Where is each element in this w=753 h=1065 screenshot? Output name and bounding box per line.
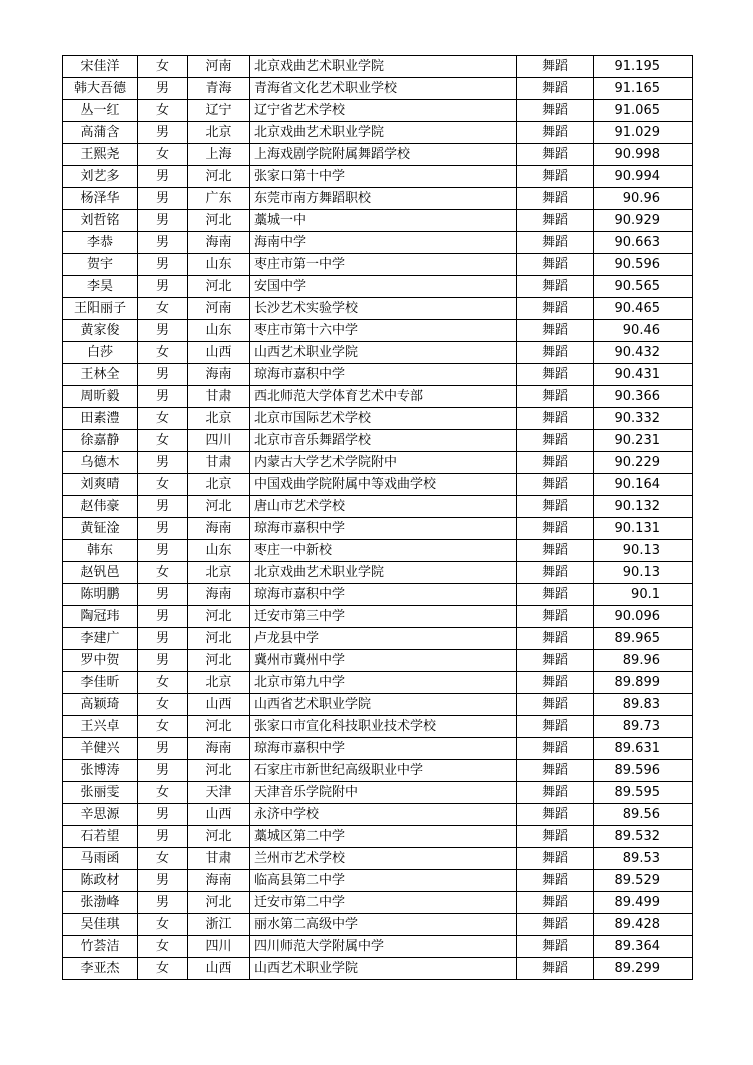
gender-cell: 男 [138, 78, 188, 100]
student-name-cell: 石若望 [63, 826, 138, 848]
school-name-cell: 迁安市第三中学 [250, 606, 517, 628]
school-name-cell: 兰州市艺术学校 [250, 848, 517, 870]
score-cell: 90.13 [594, 540, 693, 562]
score-cell: 90.465 [594, 298, 693, 320]
school-name-cell: 琼海市嘉积中学 [250, 738, 517, 760]
table-row [63, 342, 693, 364]
province-cell: 海南 [188, 518, 250, 540]
province-cell: 山西 [188, 958, 250, 980]
school-name-cell: 海南中学 [250, 232, 517, 254]
province-cell: 山西 [188, 804, 250, 826]
province-cell: 北京 [188, 408, 250, 430]
school-name-cell: 北京戏曲艺术职业学院 [250, 562, 517, 584]
table-row [63, 892, 693, 914]
table-row [63, 584, 693, 606]
school-name-cell: 藁城区第二中学 [250, 826, 517, 848]
student-name-cell: 韩大吾德 [63, 78, 138, 100]
score-cell: 90.096 [594, 606, 693, 628]
school-name-cell: 永济中学校 [250, 804, 517, 826]
student-name-cell: 黄家俊 [63, 320, 138, 342]
student-name-cell: 王兴卓 [63, 716, 138, 738]
gender-cell: 男 [138, 826, 188, 848]
score-cell: 89.596 [594, 760, 693, 782]
score-cell: 90.432 [594, 342, 693, 364]
province-cell: 广东 [188, 188, 250, 210]
province-cell: 河北 [188, 892, 250, 914]
score-cell: 90.663 [594, 232, 693, 254]
table-row [63, 650, 693, 672]
student-name-cell: 张丽雯 [63, 782, 138, 804]
major-cell: 舞蹈 [517, 892, 594, 914]
student-name-cell: 辛思源 [63, 804, 138, 826]
province-cell: 四川 [188, 430, 250, 452]
province-cell: 河北 [188, 650, 250, 672]
major-cell: 舞蹈 [517, 408, 594, 430]
school-name-cell: 藁城一中 [250, 210, 517, 232]
student-name-cell: 李建广 [63, 628, 138, 650]
province-cell: 上海 [188, 144, 250, 166]
table-row [63, 364, 693, 386]
major-cell: 舞蹈 [517, 518, 594, 540]
student-name-cell: 陈明鹏 [63, 584, 138, 606]
student-name-cell: 刘哲铭 [63, 210, 138, 232]
student-name-cell: 王林全 [63, 364, 138, 386]
student-name-cell: 李昊 [63, 276, 138, 298]
school-name-cell: 卢龙县中学 [250, 628, 517, 650]
score-cell: 90.132 [594, 496, 693, 518]
province-cell: 山东 [188, 540, 250, 562]
school-name-cell: 北京戏曲艺术职业学院 [250, 122, 517, 144]
major-cell: 舞蹈 [517, 760, 594, 782]
score-cell: 89.631 [594, 738, 693, 760]
student-name-cell: 田素澧 [63, 408, 138, 430]
score-cell: 89.96 [594, 650, 693, 672]
gender-cell: 女 [138, 100, 188, 122]
score-cell: 90.1 [594, 584, 693, 606]
province-cell: 海南 [188, 364, 250, 386]
student-name-cell: 韩东 [63, 540, 138, 562]
province-cell: 北京 [188, 672, 250, 694]
major-cell: 舞蹈 [517, 496, 594, 518]
province-cell: 海南 [188, 870, 250, 892]
score-cell: 89.299 [594, 958, 693, 980]
gender-cell: 男 [138, 628, 188, 650]
school-name-cell: 迁安市第二中学 [250, 892, 517, 914]
school-name-cell: 临高县第二中学 [250, 870, 517, 892]
table-row [63, 958, 693, 980]
gender-cell: 女 [138, 562, 188, 584]
student-name-cell: 王熙尧 [63, 144, 138, 166]
table-row [63, 496, 693, 518]
major-cell: 舞蹈 [517, 650, 594, 672]
school-name-cell: 唐山市艺术学校 [250, 496, 517, 518]
major-cell: 舞蹈 [517, 826, 594, 848]
school-name-cell: 琼海市嘉积中学 [250, 364, 517, 386]
gender-cell: 男 [138, 232, 188, 254]
gender-cell: 女 [138, 936, 188, 958]
major-cell: 舞蹈 [517, 166, 594, 188]
school-name-cell: 枣庄市第十六中学 [250, 320, 517, 342]
student-name-cell: 黄钲淦 [63, 518, 138, 540]
table-row [63, 56, 693, 78]
major-cell: 舞蹈 [517, 584, 594, 606]
student-name-cell: 丛一红 [63, 100, 138, 122]
major-cell: 舞蹈 [517, 276, 594, 298]
school-name-cell: 西北师范大学体育艺术中专部 [250, 386, 517, 408]
score-cell: 89.73 [594, 716, 693, 738]
major-cell: 舞蹈 [517, 782, 594, 804]
gender-cell: 女 [138, 298, 188, 320]
school-name-cell: 四川师范大学附属中学 [250, 936, 517, 958]
major-cell: 舞蹈 [517, 628, 594, 650]
gender-cell: 男 [138, 892, 188, 914]
score-cell: 90.229 [594, 452, 693, 474]
school-name-cell: 山西艺术职业学院 [250, 958, 517, 980]
score-cell: 90.131 [594, 518, 693, 540]
score-cell: 90.231 [594, 430, 693, 452]
province-cell: 青海 [188, 78, 250, 100]
major-cell: 舞蹈 [517, 936, 594, 958]
gender-cell: 女 [138, 914, 188, 936]
student-name-cell: 贺宇 [63, 254, 138, 276]
province-cell: 山东 [188, 254, 250, 276]
major-cell: 舞蹈 [517, 78, 594, 100]
major-cell: 舞蹈 [517, 100, 594, 122]
student-name-cell: 羊健兴 [63, 738, 138, 760]
score-cell: 91.195 [594, 56, 693, 78]
student-name-cell: 李佳昕 [63, 672, 138, 694]
student-name-cell: 张渤峰 [63, 892, 138, 914]
gender-cell: 男 [138, 870, 188, 892]
major-cell: 舞蹈 [517, 738, 594, 760]
gender-cell: 女 [138, 430, 188, 452]
gender-cell: 男 [138, 122, 188, 144]
province-cell: 四川 [188, 936, 250, 958]
major-cell: 舞蹈 [517, 364, 594, 386]
score-cell: 89.595 [594, 782, 693, 804]
table-row [63, 782, 693, 804]
school-name-cell: 北京戏曲艺术职业学院 [250, 56, 517, 78]
province-cell: 山东 [188, 320, 250, 342]
student-name-cell: 徐嘉静 [63, 430, 138, 452]
score-cell: 90.994 [594, 166, 693, 188]
score-cell: 89.428 [594, 914, 693, 936]
province-cell: 甘肃 [188, 452, 250, 474]
school-name-cell: 冀州市冀州中学 [250, 650, 517, 672]
table-row [63, 848, 693, 870]
score-cell: 90.46 [594, 320, 693, 342]
table-row [63, 606, 693, 628]
school-name-cell: 长沙艺术实验学校 [250, 298, 517, 320]
school-name-cell: 北京市国际艺术学校 [250, 408, 517, 430]
student-name-cell: 杨泽华 [63, 188, 138, 210]
gender-cell: 女 [138, 672, 188, 694]
student-name-cell: 王阳丽子 [63, 298, 138, 320]
student-name-cell: 周昕毅 [63, 386, 138, 408]
score-cell: 90.13 [594, 562, 693, 584]
gender-cell: 女 [138, 342, 188, 364]
student-name-cell: 刘爽晴 [63, 474, 138, 496]
gender-cell: 女 [138, 848, 188, 870]
major-cell: 舞蹈 [517, 540, 594, 562]
score-cell: 89.529 [594, 870, 693, 892]
score-cell: 90.164 [594, 474, 693, 496]
gender-cell: 男 [138, 650, 188, 672]
table-row [63, 452, 693, 474]
results-table [62, 55, 693, 980]
results-table-body [63, 56, 693, 980]
major-cell: 舞蹈 [517, 56, 594, 78]
gender-cell: 男 [138, 496, 188, 518]
province-cell: 山西 [188, 342, 250, 364]
student-name-cell: 张博涛 [63, 760, 138, 782]
score-cell: 90.596 [594, 254, 693, 276]
score-cell: 89.532 [594, 826, 693, 848]
score-cell: 90.431 [594, 364, 693, 386]
table-row [63, 408, 693, 430]
gender-cell: 女 [138, 144, 188, 166]
gender-cell: 女 [138, 716, 188, 738]
major-cell: 舞蹈 [517, 188, 594, 210]
major-cell: 舞蹈 [517, 320, 594, 342]
table-row [63, 760, 693, 782]
student-name-cell: 吴佳琪 [63, 914, 138, 936]
province-cell: 天津 [188, 782, 250, 804]
student-name-cell: 赵伟豪 [63, 496, 138, 518]
province-cell: 辽宁 [188, 100, 250, 122]
score-cell: 90.565 [594, 276, 693, 298]
student-name-cell: 赵钒邑 [63, 562, 138, 584]
gender-cell: 男 [138, 386, 188, 408]
province-cell: 河北 [188, 606, 250, 628]
province-cell: 河南 [188, 56, 250, 78]
table-row [63, 738, 693, 760]
gender-cell: 女 [138, 408, 188, 430]
school-name-cell: 张家口市宣化科技职业技术学校 [250, 716, 517, 738]
score-cell: 90.366 [594, 386, 693, 408]
gender-cell: 男 [138, 540, 188, 562]
table-row [63, 188, 693, 210]
table-row [63, 518, 693, 540]
province-cell: 河北 [188, 628, 250, 650]
score-cell: 90.96 [594, 188, 693, 210]
score-cell: 89.83 [594, 694, 693, 716]
gender-cell: 女 [138, 958, 188, 980]
score-cell: 89.499 [594, 892, 693, 914]
score-cell: 89.965 [594, 628, 693, 650]
student-name-cell: 高蒲含 [63, 122, 138, 144]
student-name-cell: 乌德木 [63, 452, 138, 474]
province-cell: 河北 [188, 826, 250, 848]
table-row [63, 232, 693, 254]
table-row [63, 914, 693, 936]
school-name-cell: 内蒙古大学艺术学院附中 [250, 452, 517, 474]
province-cell: 河北 [188, 716, 250, 738]
major-cell: 舞蹈 [517, 672, 594, 694]
table-row [63, 474, 693, 496]
gender-cell: 男 [138, 738, 188, 760]
gender-cell: 男 [138, 606, 188, 628]
table-row [63, 122, 693, 144]
table-row [63, 210, 693, 232]
table-row [63, 166, 693, 188]
province-cell: 河北 [188, 496, 250, 518]
table-row [63, 320, 693, 342]
student-name-cell: 罗中贺 [63, 650, 138, 672]
score-cell: 89.53 [594, 848, 693, 870]
major-cell: 舞蹈 [517, 342, 594, 364]
school-name-cell: 山西省艺术职业学院 [250, 694, 517, 716]
school-name-cell: 青海省文化艺术职业学校 [250, 78, 517, 100]
table-row [63, 870, 693, 892]
gender-cell: 男 [138, 584, 188, 606]
school-name-cell: 中国戏曲学院附属中等戏曲学校 [250, 474, 517, 496]
school-name-cell: 丽水第二高级中学 [250, 914, 517, 936]
school-name-cell: 琼海市嘉积中学 [250, 518, 517, 540]
major-cell: 舞蹈 [517, 386, 594, 408]
gender-cell: 男 [138, 254, 188, 276]
school-name-cell: 北京市音乐舞蹈学校 [250, 430, 517, 452]
school-name-cell: 安国中学 [250, 276, 517, 298]
major-cell: 舞蹈 [517, 254, 594, 276]
gender-cell: 男 [138, 166, 188, 188]
gender-cell: 女 [138, 474, 188, 496]
table-row [63, 298, 693, 320]
school-name-cell: 枣庄市第一中学 [250, 254, 517, 276]
gender-cell: 男 [138, 364, 188, 386]
table-row [63, 386, 693, 408]
province-cell: 海南 [188, 738, 250, 760]
school-name-cell: 东莞市南方舞蹈职校 [250, 188, 517, 210]
gender-cell: 女 [138, 56, 188, 78]
major-cell: 舞蹈 [517, 562, 594, 584]
school-name-cell: 北京市第九中学 [250, 672, 517, 694]
province-cell: 甘肃 [188, 848, 250, 870]
province-cell: 北京 [188, 122, 250, 144]
table-row [63, 144, 693, 166]
score-cell: 91.065 [594, 100, 693, 122]
major-cell: 舞蹈 [517, 474, 594, 496]
score-cell: 89.899 [594, 672, 693, 694]
major-cell: 舞蹈 [517, 606, 594, 628]
gender-cell: 女 [138, 782, 188, 804]
gender-cell: 男 [138, 276, 188, 298]
school-name-cell: 山西艺术职业学院 [250, 342, 517, 364]
province-cell: 海南 [188, 232, 250, 254]
student-name-cell: 竹荟洁 [63, 936, 138, 958]
school-name-cell: 琼海市嘉积中学 [250, 584, 517, 606]
gender-cell: 男 [138, 804, 188, 826]
student-name-cell: 宋佳洋 [63, 56, 138, 78]
province-cell: 甘肃 [188, 386, 250, 408]
student-name-cell: 马雨函 [63, 848, 138, 870]
gender-cell: 男 [138, 452, 188, 474]
school-name-cell: 枣庄一中新校 [250, 540, 517, 562]
table-row [63, 276, 693, 298]
school-name-cell: 上海戏剧学院附属舞蹈学校 [250, 144, 517, 166]
major-cell: 舞蹈 [517, 694, 594, 716]
score-cell: 89.364 [594, 936, 693, 958]
gender-cell: 男 [138, 518, 188, 540]
major-cell: 舞蹈 [517, 298, 594, 320]
major-cell: 舞蹈 [517, 848, 594, 870]
major-cell: 舞蹈 [517, 122, 594, 144]
province-cell: 河北 [188, 760, 250, 782]
gender-cell: 女 [138, 694, 188, 716]
student-name-cell: 刘艺多 [63, 166, 138, 188]
major-cell: 舞蹈 [517, 430, 594, 452]
student-name-cell: 高颖琦 [63, 694, 138, 716]
student-name-cell: 李亚杰 [63, 958, 138, 980]
major-cell: 舞蹈 [517, 870, 594, 892]
school-name-cell: 石家庄市新世纪高级职业中学 [250, 760, 517, 782]
school-name-cell: 张家口第十中学 [250, 166, 517, 188]
school-name-cell: 天津音乐学院附中 [250, 782, 517, 804]
province-cell: 山西 [188, 694, 250, 716]
province-cell: 海南 [188, 584, 250, 606]
major-cell: 舞蹈 [517, 144, 594, 166]
table-row [63, 694, 693, 716]
major-cell: 舞蹈 [517, 958, 594, 980]
table-row [63, 78, 693, 100]
table-row [63, 804, 693, 826]
gender-cell: 男 [138, 210, 188, 232]
table-row [63, 540, 693, 562]
major-cell: 舞蹈 [517, 804, 594, 826]
table-row [63, 936, 693, 958]
table-row [63, 628, 693, 650]
province-cell: 北京 [188, 474, 250, 496]
major-cell: 舞蹈 [517, 452, 594, 474]
student-name-cell: 陶冠玮 [63, 606, 138, 628]
score-cell: 89.56 [594, 804, 693, 826]
table-row [63, 100, 693, 122]
score-cell: 90.998 [594, 144, 693, 166]
gender-cell: 男 [138, 760, 188, 782]
table-row [63, 826, 693, 848]
major-cell: 舞蹈 [517, 716, 594, 738]
school-name-cell: 辽宁省艺术学校 [250, 100, 517, 122]
province-cell: 河南 [188, 298, 250, 320]
score-cell: 91.165 [594, 78, 693, 100]
gender-cell: 男 [138, 188, 188, 210]
table-row [63, 430, 693, 452]
table-row [63, 716, 693, 738]
major-cell: 舞蹈 [517, 914, 594, 936]
score-cell: 91.029 [594, 122, 693, 144]
gender-cell: 男 [138, 320, 188, 342]
score-cell: 90.929 [594, 210, 693, 232]
province-cell: 北京 [188, 562, 250, 584]
table-row [63, 672, 693, 694]
student-name-cell: 陈政材 [63, 870, 138, 892]
score-cell: 90.332 [594, 408, 693, 430]
province-cell: 浙江 [188, 914, 250, 936]
major-cell: 舞蹈 [517, 232, 594, 254]
table-row [63, 562, 693, 584]
major-cell: 舞蹈 [517, 210, 594, 232]
province-cell: 河北 [188, 166, 250, 188]
table-row [63, 254, 693, 276]
student-name-cell: 李恭 [63, 232, 138, 254]
province-cell: 河北 [188, 210, 250, 232]
province-cell: 河北 [188, 276, 250, 298]
student-name-cell: 白莎 [63, 342, 138, 364]
